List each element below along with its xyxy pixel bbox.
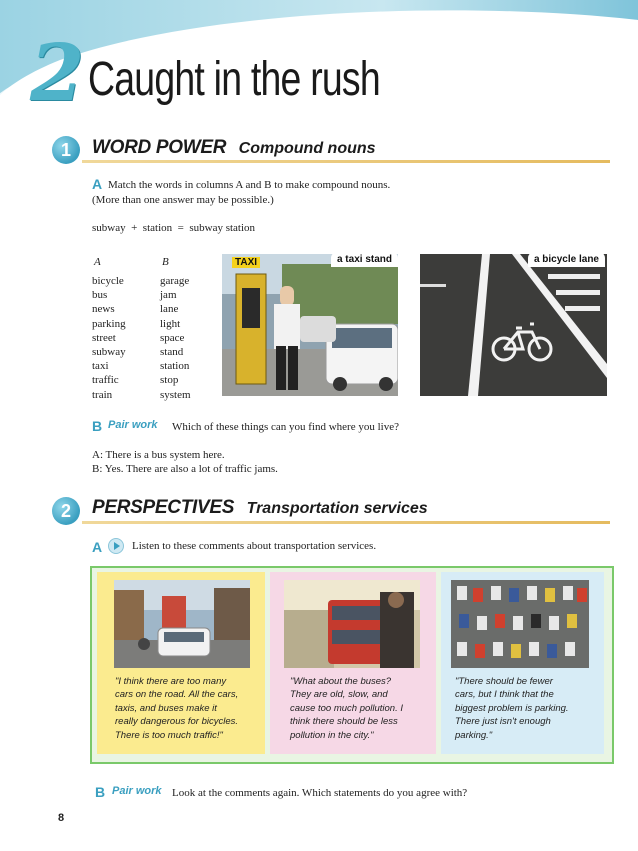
taxi-stand-label: a taxi stand <box>331 254 398 267</box>
taxi-stand-photo <box>222 254 398 396</box>
comment-2-line: They are old, slow, and <box>290 689 388 701</box>
bicycle-lane-label: a bicycle lane <box>528 254 605 267</box>
section-2-subtitle: Transportation services <box>246 500 428 517</box>
section-1-heading <box>92 137 376 159</box>
comment-1-line: cars on the road. All the cars, <box>115 689 239 701</box>
column-b-word: station <box>160 360 190 373</box>
column-a-word: street <box>92 331 116 344</box>
bus-pollution-photo <box>284 580 420 668</box>
comment-2-line: "What about the buses? <box>290 676 392 687</box>
section-1-part-a-instruction: Match the words in columns A and B to make compound nouns. <box>108 179 391 191</box>
comment-3-line: "There should be fewer <box>455 676 553 687</box>
column-a-word: parking <box>92 317 126 330</box>
page-number: 8 <box>58 812 65 824</box>
comment-2-text <box>290 675 403 742</box>
taxi-sign: TAXI <box>232 257 260 268</box>
column-b-word: space <box>160 331 185 344</box>
comment-2-line: cause too much pollution. I <box>290 702 404 714</box>
dialog-line-b: B: Yes. There are also a lot of traffic jams. <box>92 463 278 475</box>
section-1-badge: 1 <box>52 136 80 164</box>
column-b-word: jam <box>160 289 177 302</box>
section-1-title: WORD POWER <box>92 137 227 158</box>
column-a-word: news <box>92 303 115 316</box>
column-a-word: train <box>92 388 113 401</box>
unit-number: 2 <box>30 28 85 119</box>
comment-1-line: taxis, and buses make it <box>115 702 217 714</box>
unit-title: Caught in the rush <box>88 53 380 106</box>
taxi-stand-illustration <box>222 254 398 396</box>
traffic-street-photo <box>114 580 250 668</box>
section-2-pair-work-label: Pair work <box>112 785 162 797</box>
bicycle-lane-illustration <box>420 254 607 396</box>
parking-lot-photo <box>451 580 589 668</box>
section-1-pair-work-label: Pair work <box>108 419 158 431</box>
section-2-badge: 2 <box>52 497 80 525</box>
column-b-word: garage <box>160 275 190 287</box>
comment-3-text <box>455 675 569 742</box>
column-b-list <box>160 274 191 402</box>
bicycle-lane-photo <box>420 254 607 396</box>
column-a-word: bus <box>92 289 108 302</box>
section-1-example: subway + station = subway station <box>92 222 256 234</box>
column-a-list <box>92 274 126 402</box>
column-b-word: system <box>160 388 191 401</box>
comment-1-line: "I think there are too many <box>115 676 227 687</box>
section-1-part-a-letter: A <box>92 176 103 192</box>
column-b-word: stand <box>160 346 184 359</box>
comment-1-line: There is too much traffic!" <box>115 729 223 741</box>
section-2-part-a-letter: A <box>92 539 103 555</box>
section-2-heading <box>92 497 428 519</box>
comment-3-line: parking." <box>455 729 493 741</box>
audio-play-icon[interactable] <box>108 538 124 554</box>
comment-2-line: pollution in the city." <box>290 729 374 741</box>
section-1-part-b-letter: B <box>92 418 103 434</box>
column-a-word: taxi <box>92 360 109 373</box>
column-b-word: stop <box>160 374 179 387</box>
section-2-part-b-letter: B <box>95 784 106 800</box>
section-2-part-b-instruction: Look at the comments again. Which statements do you agree with? <box>172 787 468 799</box>
column-b-word: lane <box>160 303 179 316</box>
section-2-rule <box>82 521 610 524</box>
comment-3-line: cars, but I think that the <box>455 689 554 701</box>
comment-1-text <box>115 675 238 742</box>
comment-panel-3 <box>441 572 604 754</box>
comment-3-line: biggest problem is parking. <box>455 702 569 714</box>
column-a-word: traffic <box>92 374 119 387</box>
section-1-part-b-instruction: Which of these things can you find where you live? <box>172 421 399 433</box>
column-a-heading: A <box>94 256 101 268</box>
column-a-word: bicycle <box>92 275 124 287</box>
dialog-line-a: A: There is a bus system here. <box>92 449 225 461</box>
column-a-word: subway <box>92 346 126 359</box>
comment-3-line: There just isn't enough <box>455 716 551 728</box>
section-1-subtitle: Compound nouns <box>238 140 376 157</box>
section-1-part-a-note: (More than one answer may be possible.) <box>92 194 274 206</box>
comment-panel-1 <box>97 572 265 754</box>
comment-2-line: think there should be less <box>290 716 398 728</box>
column-b-word: light <box>160 317 181 330</box>
section-2-title: PERSPECTIVES <box>92 497 235 518</box>
section-2-part-a-instruction: Listen to these comments about transportation services. <box>132 540 377 552</box>
column-b-heading: B <box>162 256 169 268</box>
section-1-rule <box>82 160 610 163</box>
comment-panel-2 <box>270 572 436 754</box>
comment-1-line: really dangerous for bicycles. <box>115 716 239 728</box>
